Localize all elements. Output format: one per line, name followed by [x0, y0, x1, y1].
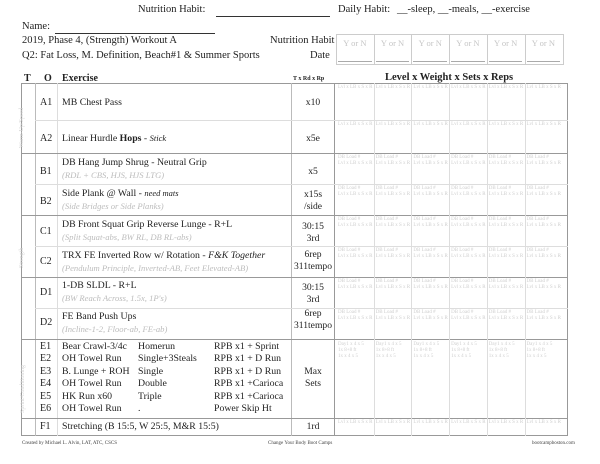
log-cell[interactable]: DB Load # Lvl x LB x S x R [488, 310, 524, 321]
order-d2: D2 [40, 317, 53, 328]
log-cell[interactable]: DB Load # Lvl x LB x S x R [488, 279, 524, 290]
date-line[interactable] [451, 61, 485, 62]
log-cell[interactable]: Lvl x LB x S x R [488, 420, 524, 425]
sprint-baserun: Single+3Steals [138, 353, 197, 365]
log-cell[interactable]: Day1 x 4 x 5 1x 8+8 ft 1x x 4 x 5 [526, 342, 553, 359]
goal-text: Q2: Fat Loss, M. Definition, Beach#1 & Summer Sports [22, 50, 260, 61]
log-cell[interactable]: Day1 x 4 x 5 1x 8+8 ft 1x x 4 x 5 [488, 342, 515, 359]
log-cell[interactable]: Lvl x LB x S x R [375, 420, 411, 425]
order-e4: E4 [40, 378, 52, 390]
txrd2-c1: 3rd [306, 233, 320, 244]
order-a1: A1 [40, 97, 53, 108]
workout-title: 2019, Phase 4, (Strength) Workout A [22, 35, 177, 46]
log-cell[interactable]: DB Load # Lvl x LB x S x R [375, 217, 411, 228]
log-cell[interactable]: Lvl x LB x S x R [338, 85, 373, 90]
order-c1: C1 [40, 226, 52, 237]
log-cell[interactable]: DB Load # Lvl x LB x S x R [375, 155, 411, 166]
sprint-finisher: RPB x1 +Carioca [214, 378, 284, 390]
log-cell[interactable]: Lvl x LB x S x R [488, 122, 524, 127]
order-d1: D1 [40, 287, 53, 298]
txrd-d2: 6rep [304, 308, 322, 319]
sub-c2: (Pendulum Principle, Inverted-AB, Feet Elevated-AB) [62, 263, 249, 273]
footer-center: Change Your Body Boot Camps [268, 441, 333, 446]
footer-site: bootcampboston.com [532, 441, 575, 446]
order-a2: A2 [40, 133, 53, 144]
sprint-baserun: . [138, 403, 141, 414]
log-cell[interactable]: DB Load # Lvl x LB x S x R [375, 248, 411, 259]
log-cell[interactable]: DB Load # Lvl x LB x S x R [526, 186, 561, 197]
nutrition-habit-line[interactable] [216, 16, 330, 17]
log-cell[interactable]: DB Load # Lvl x LB x S x R [375, 279, 411, 290]
sub-c1: (Split Squat-abs, BW RL, DB RL-abs) [62, 232, 192, 242]
sub-b1: (RDL + CBS, HJS, HJS LTG) [62, 170, 165, 180]
sprint-baserun: Single [138, 365, 164, 377]
sprint-finisher: RPB x1 + D Run [214, 353, 282, 365]
sub-b2: (Side Bridges or Side Planks) [62, 201, 164, 211]
log-cell[interactable]: DB Load # Lvl x LB x S x R [451, 155, 486, 166]
col-txrd: T x Rd x Rp [293, 76, 325, 82]
txrd-c1: 30:15 [302, 221, 324, 232]
log-cell[interactable]: Day1 x 4 x 5 1x 8+8 ft 1x x 4 x 5 [375, 342, 402, 359]
log-cell[interactable]: DB Load # Lvl x LB x S x R [413, 155, 448, 166]
log-cell[interactable]: Lvl x LB x S x R [526, 85, 561, 90]
sprint-baserun: Homerun [138, 341, 176, 352]
exercise-f1: Stretching (B 15:5, W 25:5, M&R 15:5) [62, 421, 219, 432]
log-cell[interactable]: DB Load # Lvl x LB x S x R [451, 217, 486, 228]
sub-d1: (BW Reach Across, 1.5x, 1P's) [62, 293, 167, 303]
txrd-d1: 30:15 [302, 282, 324, 293]
level-header: Level x Weight x Sets x Reps [385, 72, 514, 83]
log-cell[interactable]: DB Load # Lvl x LB x S x R [451, 186, 486, 197]
log-cell[interactable]: Lvl x LB x S x R [526, 122, 561, 127]
habit-yes-no-cell[interactable]: Y or N [380, 38, 405, 48]
log-cell[interactable]: Lvl x LB x S x R [375, 85, 411, 90]
log-cell[interactable]: DB Load # Lvl x LB x S x R [413, 279, 448, 290]
date-line[interactable] [413, 61, 447, 62]
txrd2-b2: /side [303, 201, 323, 212]
log-cell[interactable]: DB Load # Lvl x LB x S x R [375, 310, 411, 321]
log-cell[interactable]: Day1 x 4 x 5 1x 8+8 ft 1x x 4 x 5 [413, 342, 440, 359]
txrd2-d2: 311tempo [293, 320, 332, 331]
sprint-exercise: HK Run x60 [62, 390, 113, 402]
log-cell[interactable]: Lvl x LB x S x R [413, 85, 448, 90]
sprint-finisher: RPB x1 +Carioca [214, 390, 284, 402]
date-line[interactable] [527, 61, 561, 62]
sprint-exercise: OH Towel Run [62, 353, 122, 365]
log-cell[interactable]: DB Load # Lvl x LB x S x R [413, 217, 448, 228]
order-e1: E1 [40, 341, 52, 352]
col-exercise: Exercise [62, 73, 98, 84]
sprint-baserun: Double [138, 378, 167, 390]
nutrition-habit-label: Nutrition Habit: [138, 4, 206, 15]
log-cell[interactable]: Lvl x LB x S x R [413, 420, 448, 425]
log-cell[interactable]: Lvl x LB x S x R [338, 122, 373, 127]
log-cell[interactable]: DB Load # Lvl x LB x S x R [338, 248, 373, 259]
sprint-finisher: RPB x1 + D Run [214, 365, 282, 377]
txrd2-d1: 3rd [306, 294, 320, 305]
log-cell[interactable]: DB Load # Lvl x LB x S x R [413, 186, 448, 197]
log-cell[interactable]: DB Load # Lvl x LB x S x R [526, 279, 561, 290]
log-cell[interactable]: DB Load # Lvl x LB x S x R [338, 279, 373, 290]
txrd-f1: 1rd [306, 421, 320, 432]
exercise-d1: 1-DB SLDL - R+L [62, 280, 137, 291]
txrd-b1: x5 [308, 166, 318, 177]
txrd2-e: Sets [305, 378, 321, 389]
txrd2-c2: 311tempo [293, 261, 332, 272]
txrd-b2: x15s [303, 189, 323, 200]
exercise-c1: DB Front Squat Grip Reverse Lunge - R+L [62, 219, 233, 230]
txrd-c2: 6rep [304, 249, 322, 260]
side-label-warm: Warm-Up/Speed [19, 107, 25, 148]
habit-yes-no-cell[interactable]: Y or N [343, 38, 367, 48]
habit-yes-no-cell[interactable]: Y or N [531, 38, 555, 48]
habit-yes-no-cell[interactable]: Y or N [456, 38, 480, 48]
order-b1: B1 [40, 166, 52, 177]
log-cell[interactable]: DB Load # Lvl x LB x S x R [451, 310, 486, 321]
log-cell[interactable]: DB Load # Lvl x LB x S x R [413, 310, 448, 321]
sprint-exercise: Bear Crawl-3/4c [62, 341, 128, 352]
col-o: O [44, 73, 52, 84]
log-cell[interactable]: DB Load # Lvl x LB x S x R [451, 279, 486, 290]
order-f1: F1 [40, 421, 51, 432]
daily-habit-text[interactable]: __-sleep, __-meals, __-exercise [397, 4, 530, 15]
log-cell[interactable]: DB Load # Lvl x LB x S x R [488, 248, 524, 259]
order-e6: E6 [40, 403, 52, 414]
habit-yes-no-cell[interactable]: Y or N [418, 38, 442, 48]
log-cell[interactable]: DB Load # Lvl x LB x S x R [526, 217, 561, 228]
sprint-finisher: RPB x1 + Sprint [214, 341, 280, 352]
date-line[interactable] [376, 61, 410, 62]
order-e2: E2 [40, 353, 52, 365]
sprint-exercise: OH Towel Run [62, 378, 122, 390]
order-e5: E5 [40, 390, 52, 402]
name-label: Name: [22, 21, 50, 32]
log-cell[interactable]: Lvl x LB x S x R [526, 420, 561, 425]
log-cell[interactable]: Lvl x LB x S x R [413, 122, 448, 127]
sprint-baserun: Triple [138, 390, 162, 402]
exercise-b2: Side Plank @ Wall - need mats [62, 188, 179, 199]
log-cell[interactable]: DB Load # Lvl x LB x S x R [338, 217, 373, 228]
nutrition-habit-row-label: Nutrition Habit [270, 35, 335, 46]
order-b2: B2 [40, 196, 52, 207]
exercise-a1: MB Chest Pass [62, 97, 122, 108]
log-cell[interactable]: Lvl x LB x S x R [451, 122, 486, 127]
log-cell[interactable]: DB Load # Lvl x LB x S x R [338, 155, 373, 166]
log-cell[interactable]: DB Load # Lvl x LB x S x R [451, 248, 486, 259]
txrd-e: Max [304, 366, 322, 377]
habit-yes-no-cell[interactable]: Y or N [493, 38, 518, 48]
log-cell[interactable]: DB Load # Lvl x LB x S x R [488, 186, 524, 197]
sub-d2: (Incline-1-2, Floor-ab, FE-ab) [62, 324, 168, 334]
log-cell[interactable]: Lvl x LB x S x R [488, 85, 524, 90]
log-cell[interactable]: Day1 x 4 x 5 1x 8+8 ft 1x x 4 x 5 [338, 342, 364, 359]
log-cell[interactable]: DB Load # Lvl x LB x S x R [488, 155, 524, 166]
log-cell[interactable]: DB Load # Lvl x LB x S x R [413, 248, 448, 259]
exercise-d2: FE Band Push Ups [62, 311, 137, 322]
exercise-a2: Linear Hurdle Hops - Stick [62, 133, 167, 144]
exercise-b1: DB Hang Jump Shrug - Neutral Grip [62, 157, 207, 168]
log-cell[interactable]: DB Load # Lvl x LB x S x R [488, 217, 524, 228]
log-cell[interactable]: Lvl x LB x S x R [451, 85, 486, 90]
daily-habit-label: Daily Habit: [338, 4, 391, 15]
side-label-conditioning: Sprint/Conditioning [20, 364, 26, 413]
sprint-exercise: B. Lunge + ROH [62, 365, 130, 377]
date-line[interactable] [489, 61, 523, 62]
log-cell[interactable]: DB Load # Lvl x LB x S x R [526, 310, 561, 321]
log-cell[interactable]: Lvl x LB x S x R [451, 420, 486, 425]
log-cell[interactable]: Lvl x LB x S x R [338, 420, 373, 425]
footer-credit: Created by Michael L. Alvin, LAT, ATC, CSCS [22, 441, 118, 446]
date-line[interactable] [338, 61, 372, 62]
order-e3: E3 [40, 365, 52, 377]
exercise-c2: TRX FE Inverted Row w/ Rotation - F&K Together [62, 250, 266, 261]
log-cell[interactable]: DB Load # Lvl x LB x S x R [338, 186, 373, 197]
log-cell[interactable]: DB Load # Lvl x LB x S x R [526, 248, 561, 259]
log-cell[interactable]: Day1 x 4 x 5 1x 8+8 ft 1x x 4 x 5 [451, 342, 477, 359]
col-t: T [24, 73, 31, 84]
log-cell[interactable]: DB Load # Lvl x LB x S x R [375, 186, 411, 197]
log-cell[interactable]: DB Load # Lvl x LB x S x R [526, 155, 561, 166]
log-cell[interactable]: DB Load # Lvl x LB x S x R [338, 310, 373, 321]
order-c2: C2 [40, 256, 52, 267]
sprint-exercise: OH Towel Run [62, 403, 122, 414]
txrd-a2: x5e [306, 133, 320, 144]
date-label: Date [310, 50, 330, 61]
txrd-a1: x10 [305, 97, 321, 108]
name-line[interactable] [55, 33, 215, 34]
sprint-finisher: Power Skip Ht [214, 403, 272, 414]
log-cell[interactable]: Lvl x LB x S x R [375, 122, 411, 127]
side-label-strength: Strength [19, 247, 25, 268]
